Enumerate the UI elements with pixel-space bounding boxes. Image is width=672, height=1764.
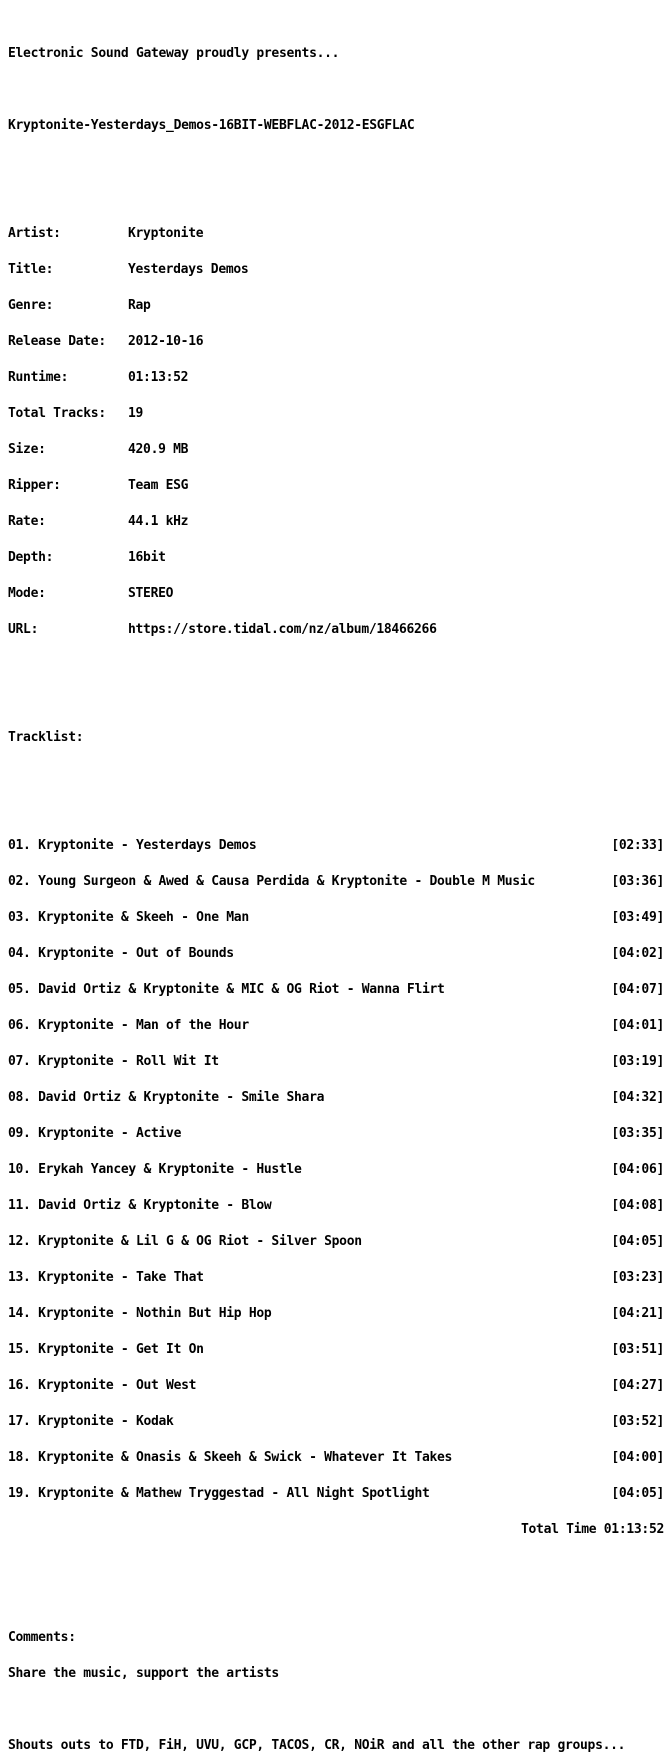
track-title: 16. Kryptonite - Out West <box>8 1378 197 1393</box>
info-row-total-tracks <box>8 408 664 420</box>
track-row <box>8 1308 664 1320</box>
track-title: 15. Kryptonite - Get It On <box>8 1342 204 1357</box>
track-duration: [04:05] <box>611 1486 664 1501</box>
comments-text: Share the music, support the artists <box>8 1666 279 1681</box>
track-row <box>8 984 664 996</box>
track-title: 03. Kryptonite & Skeeh - One Man <box>8 910 249 925</box>
info-label: URL: <box>8 622 39 637</box>
info-label: Title: <box>8 262 54 277</box>
track-row <box>8 1272 664 1284</box>
tracklist-heading: Tracklist: <box>8 730 84 745</box>
info-label: Total Tracks: <box>8 406 106 421</box>
info-row-size <box>8 444 664 456</box>
track-title: 01. Kryptonite - Yesterdays Demos <box>8 838 257 853</box>
track-title: 13. Kryptonite - Take That <box>8 1270 204 1285</box>
track-duration: [04:06] <box>611 1162 664 1177</box>
info-row-release-date <box>8 336 664 348</box>
track-title: 11. David Ortiz & Kryptonite - Blow <box>8 1198 272 1213</box>
track-row <box>8 1344 664 1356</box>
info-value: Kryptonite <box>128 226 204 241</box>
track-duration: [03:36] <box>611 874 664 889</box>
info-row-depth <box>8 552 664 564</box>
track-row <box>8 1200 664 1212</box>
nfo-document <box>8 24 664 1764</box>
info-label: Depth: <box>8 550 54 565</box>
track-title: 09. Kryptonite - Active <box>8 1126 182 1141</box>
track-title: 06. Kryptonite - Man of the Hour <box>8 1018 249 1033</box>
track-row <box>8 1236 664 1248</box>
track-title: 08. David Ortiz & Kryptonite - Smile Shara <box>8 1090 325 1105</box>
info-label: Mode: <box>8 586 46 601</box>
info-value: Yesterdays Demos <box>128 262 249 277</box>
info-row-rate <box>8 516 664 528</box>
track-row <box>8 1380 664 1392</box>
track-duration: [04:02] <box>611 946 664 961</box>
track-duration: [03:35] <box>611 1126 664 1141</box>
info-value: 16bit <box>128 550 166 565</box>
info-value: 01:13:52 <box>128 370 189 385</box>
tracklist <box>8 816 664 1560</box>
track-title: 04. Kryptonite - Out of Bounds <box>8 946 234 961</box>
info-row-title <box>8 264 664 276</box>
info-label: Artist: <box>8 226 61 241</box>
info-value: Team ESG <box>128 478 189 493</box>
info-label: Release Date: <box>8 334 106 349</box>
info-value: 2012-10-16 <box>128 334 204 349</box>
track-row <box>8 1416 664 1428</box>
info-value: Rap <box>128 298 151 313</box>
track-row <box>8 948 664 960</box>
track-duration: [04:27] <box>611 1378 664 1393</box>
track-duration: [04:01] <box>611 1018 664 1033</box>
total-time: Total Time 01:13:52 <box>520 1522 664 1537</box>
track-row <box>8 1020 664 1032</box>
track-duration: [03:23] <box>611 1270 664 1285</box>
track-row <box>8 1128 664 1140</box>
track-title: 12. Kryptonite & Lil G & OG Riot - Silver Spoon <box>8 1234 362 1249</box>
track-title: 02. Young Surgeon & Awed & Causa Perdida & Kryptonite - Double M Music <box>8 874 535 889</box>
track-row <box>8 1488 664 1500</box>
track-duration: [03:52] <box>611 1414 664 1429</box>
track-duration: [04:32] <box>611 1090 664 1105</box>
shoutouts-line: Shouts outs to FTD, FiH, UVU, GCP, TACOS, CR, NOiR and all the other rap groups... <box>8 1738 626 1753</box>
track-row <box>8 1164 664 1176</box>
info-row-runtime <box>8 372 664 384</box>
track-duration: [04:21] <box>611 1306 664 1321</box>
track-title: 17. Kryptonite - Kodak <box>8 1414 174 1429</box>
track-title: 07. Kryptonite - Roll Wit It <box>8 1054 219 1069</box>
track-duration: [04:07] <box>611 982 664 997</box>
track-row <box>8 912 664 924</box>
info-row-artist <box>8 228 664 240</box>
info-url-link[interactable]: https://store.tidal.com/nz/album/18466266 <box>128 622 437 637</box>
info-label: Genre: <box>8 298 54 313</box>
track-duration: [04:05] <box>611 1234 664 1249</box>
info-value: STEREO <box>128 586 174 601</box>
release-info <box>8 204 664 660</box>
info-row-url <box>8 624 664 636</box>
track-duration: [04:08] <box>611 1198 664 1213</box>
track-row <box>8 1452 664 1464</box>
info-row-ripper <box>8 480 664 492</box>
track-duration: [03:51] <box>611 1342 664 1357</box>
track-duration: [03:19] <box>611 1054 664 1069</box>
info-value: 420.9 MB <box>128 442 189 457</box>
comments-heading: Comments: <box>8 1630 76 1645</box>
track-title: 18. Kryptonite & Onasis & Skeeh & Swick - Whatever It Takes <box>8 1450 453 1465</box>
track-row <box>8 840 664 852</box>
info-value: 44.1 kHz <box>128 514 189 529</box>
track-duration: [03:49] <box>611 910 664 925</box>
track-duration: [02:33] <box>611 838 664 853</box>
track-row <box>8 1092 664 1104</box>
track-duration: [04:00] <box>611 1450 664 1465</box>
track-row <box>8 1056 664 1068</box>
info-row-genre <box>8 300 664 312</box>
presents-line: Electronic Sound Gateway proudly presents... <box>8 46 340 61</box>
info-label: Size: <box>8 442 46 457</box>
track-title: 10. Erykah Yancey & Kryptonite - Hustle <box>8 1162 302 1177</box>
info-label: Rate: <box>8 514 46 529</box>
track-title: 14. Kryptonite - Nothin But Hip Hop <box>8 1306 272 1321</box>
track-title: 19. Kryptonite & Mathew Tryggestad - All Night Spotlight <box>8 1486 430 1501</box>
info-row-mode <box>8 588 664 600</box>
info-value: 19 <box>128 406 144 421</box>
release-name: Kryptonite-Yesterdays_Demos-16BIT-WEBFLAC-2012-ESGFLAC <box>8 118 415 133</box>
info-label: Runtime: <box>8 370 69 385</box>
info-label: Ripper: <box>8 478 61 493</box>
track-title: 05. David Ortiz & Kryptonite & MIC & OG Riot - Wanna Flirt <box>8 982 445 997</box>
track-row <box>8 876 664 888</box>
